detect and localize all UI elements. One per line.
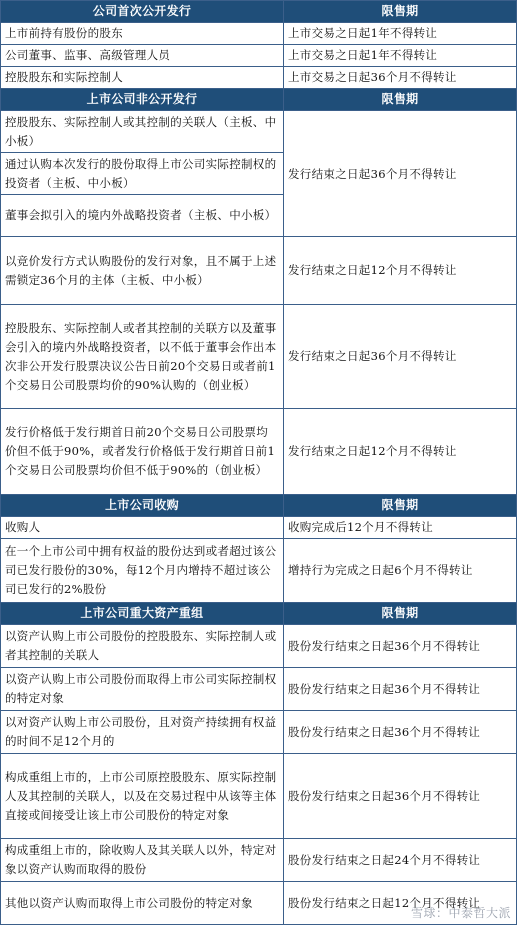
row-period: 发行结束之日起12个月不得转让 bbox=[283, 408, 517, 495]
row-subject: 构成重组上市的，上市公司原控股股东、原实际控制人及其控制的关联人，以及在交易过程中从该等主体直接或间接受让该上市公司股份的特定对象 bbox=[0, 753, 284, 839]
row-subject: 以资产认购上市公司股份而取得上市公司实际控制权的特定对象 bbox=[0, 667, 284, 711]
row-period: 股份发行结束之日起12个月不得转让 bbox=[283, 881, 517, 925]
table-row bbox=[0, 753, 517, 838]
table-row bbox=[0, 66, 517, 88]
table-row bbox=[0, 22, 517, 44]
row-period: 发行结束之日起12个月不得转让 bbox=[283, 236, 517, 305]
row-subject: 上市前持有股份的股东 bbox=[0, 22, 284, 45]
row-subject: 通过认购本次发行的股份取得上市公司实际控制权的投资者（主板、中小板） bbox=[0, 152, 284, 195]
row-period: 发行结束之日起36个月不得转让 bbox=[283, 304, 517, 409]
row-subject: 控股股东和实际控制人 bbox=[0, 66, 284, 89]
row-period: 上市交易之日起1年不得转让 bbox=[283, 44, 517, 67]
table-row bbox=[0, 516, 517, 538]
table-row bbox=[0, 44, 517, 66]
row-subject: 在一个上市公司中拥有权益的股份达到或者超过该公司已发行股份的30%，每12个月内增持不超过该公司已发行的2%股份 bbox=[0, 538, 284, 603]
header-left: 上市公司重大资产重组 bbox=[0, 602, 284, 625]
row-subject: 发行价格低于发行期首日前20个交易日公司股票均价但不低于90%，或者发行价格低于发行期首日前1个交易日公司股票均价但不低于90%的（创业板） bbox=[0, 408, 284, 495]
row-period: 股份发行结束之日起36个月不得转让 bbox=[283, 667, 517, 711]
row-subject: 构成重组上市的，除收购人及其关联人以外，特定对象以资产认购而取得的股份 bbox=[0, 838, 284, 882]
row-period: 上市交易之日起1年不得转让 bbox=[283, 22, 517, 45]
row-period: 股份发行结束之日起36个月不得转让 bbox=[283, 710, 517, 754]
table-row bbox=[0, 408, 517, 494]
merged-period-cell: 发行结束之日起36个月不得转让 bbox=[283, 110, 517, 237]
row-period: 收购完成后12个月不得转让 bbox=[283, 516, 517, 539]
header-right: 限售期 bbox=[283, 494, 517, 517]
header-left: 公司首次公开发行 bbox=[0, 0, 284, 23]
table-row bbox=[0, 624, 517, 667]
table-row bbox=[0, 304, 517, 408]
table-row bbox=[0, 838, 517, 881]
row-period: 股份发行结束之日起24个月不得转让 bbox=[283, 838, 517, 882]
section-header-ipo bbox=[0, 0, 517, 22]
row-subject: 收购人 bbox=[0, 516, 284, 539]
header-right: 限售期 bbox=[283, 602, 517, 625]
row-period: 股份发行结束之日起36个月不得转让 bbox=[283, 624, 517, 668]
table-row bbox=[0, 236, 517, 304]
row-subject: 以对资产认购上市公司股份，且对资产持续拥有权益的时间不足12个月的 bbox=[0, 710, 284, 754]
row-subject: 控股股东、实际控制人或者其控制的关联方以及董事会引入的境内外战略投资者，以不低于董事会作出本次非公开发行股票决议公告日前20个交易日或者前1个交易日公司股票均价的90%认购的（创业板） bbox=[0, 304, 284, 409]
row-subject: 以竞价发行方式认购股份的发行对象，且不属于上述需锁定36个月的主体（主板、中小板） bbox=[0, 236, 284, 305]
header-left: 上市公司非公开发行 bbox=[0, 88, 284, 111]
row-period: 增持行为完成之日起6个月不得转让 bbox=[283, 538, 517, 603]
table-row bbox=[0, 538, 517, 602]
header-right: 限售期 bbox=[283, 88, 517, 111]
header-left: 上市公司收购 bbox=[0, 494, 284, 517]
header-right: 限售期 bbox=[283, 0, 517, 23]
table-row bbox=[0, 667, 517, 710]
row-subject: 控股股东、实际控制人或其控制的关联人（主板、中小板） bbox=[0, 110, 284, 153]
section-header-private-placement bbox=[0, 88, 517, 110]
table-row bbox=[0, 710, 517, 753]
row-subject: 董事会拟引入的境内外战略投资者（主板、中小板） bbox=[0, 194, 284, 237]
row-subject: 以资产认购上市公司股份的控股股东、实际控制人或者其控制的关联人 bbox=[0, 624, 284, 668]
section-header-acquisition bbox=[0, 494, 517, 516]
row-period: 上市交易之日起36个月不得转让 bbox=[283, 66, 517, 89]
row-period: 股份发行结束之日起36个月不得转让 bbox=[283, 753, 517, 839]
watermark: 雪球：中泰哲大派 bbox=[410, 906, 511, 920]
section-header-restructuring bbox=[0, 602, 517, 624]
row-subject: 公司董事、监事、高级管理人员 bbox=[0, 44, 284, 67]
row-subject: 其他以资产认购而取得上市公司股份的特定对象 bbox=[0, 881, 284, 925]
